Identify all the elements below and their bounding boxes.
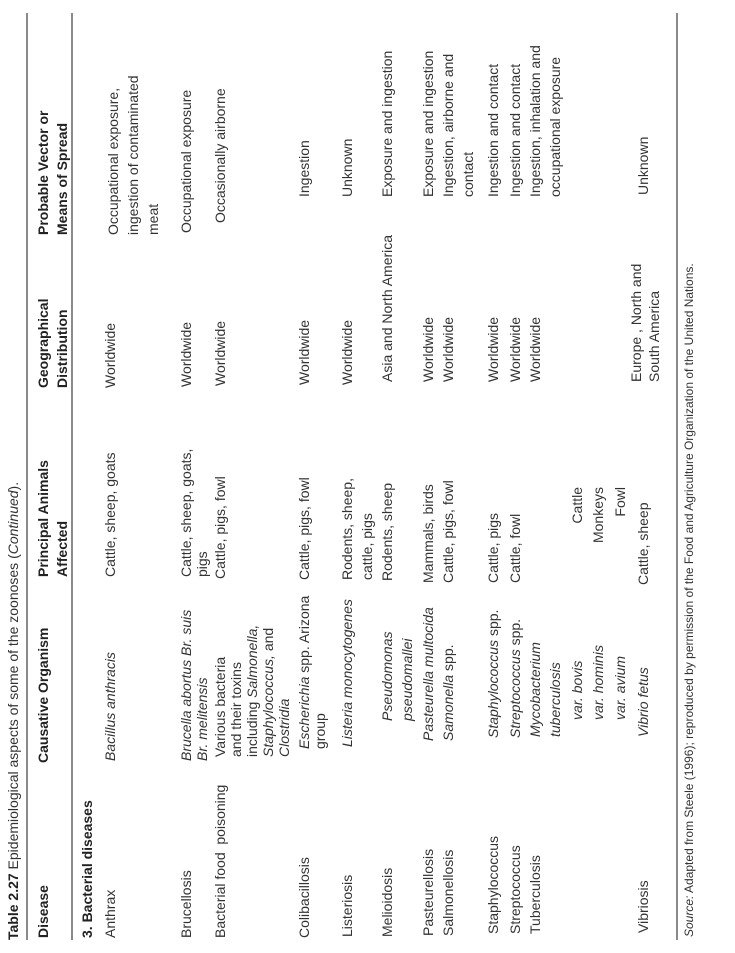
organism-cell: including Salmonella,: [244, 624, 260, 757]
disease-cell: Melioidosis: [379, 867, 395, 937]
organism-cell: Bacillus anthracis: [102, 652, 118, 761]
geography-cell: Europe , North and: [628, 263, 644, 382]
section-heading: 3. Bacterial diseases: [79, 800, 95, 938]
disease-cell: Vibriosis: [635, 880, 651, 933]
organism-cell: Listeria monocytogenes: [339, 599, 355, 747]
spread-cell: occupational exposure: [547, 56, 563, 197]
geography-cell: Worldwide: [485, 316, 501, 382]
spread-cell: Exposure and ingestion: [420, 50, 436, 197]
spread-cell: Unknown: [339, 138, 355, 197]
disease-cell: Pasteurellosis: [420, 848, 436, 936]
organism-cell: Pseudomonas: [379, 631, 395, 721]
spread-cell: Exposure and ingestion: [379, 50, 395, 197]
organism-cell: Br. melitensis: [194, 677, 210, 761]
header-organism: Causative Organism: [35, 627, 51, 763]
variety-organism: var. bovis: [569, 660, 585, 720]
organism-cell: Clostridia: [276, 698, 292, 757]
variety-organism: var. hominis: [590, 645, 606, 720]
geography-cell: Worldwide: [507, 316, 523, 382]
header-geography: Geographical: [35, 298, 51, 388]
disease-cell: Bacterial food poisoning: [212, 784, 228, 938]
organism-cell: Escherichia spp. Arizona: [296, 595, 312, 749]
header-spread-2: Means of Spread: [54, 122, 70, 235]
geography-cell: Worldwide: [296, 319, 312, 385]
organism-cell: Pasteurella multocida: [420, 607, 436, 741]
geography-cell: Worldwide: [212, 320, 228, 386]
animals-cell: Cattle, sheep: [635, 502, 651, 585]
animals-cell: Cattle, sheep, goats: [102, 452, 118, 577]
organism-cell: and their toxins: [228, 662, 244, 757]
organism-cell: Streptococcus spp.: [507, 618, 523, 738]
organism-cell: Mycobacterium: [527, 642, 543, 737]
variety-animals: Monkeys: [590, 487, 606, 544]
spread-cell: Occupational exposure,: [105, 87, 121, 235]
animals-cell: Cattle, pigs: [485, 512, 501, 583]
geography-cell: South America: [646, 290, 662, 382]
organism-cell: Staphylococcus spp.: [485, 609, 501, 738]
variety-animals: Fowl: [612, 487, 628, 517]
animals-cell: Cattle, pigs, fowl: [296, 477, 312, 580]
spread-cell: Ingestion and contact: [507, 63, 523, 197]
spread-cell: meat: [145, 203, 161, 235]
bottom-rule: [676, 13, 678, 940]
spread-cell: Ingestion, inhalation and: [527, 45, 543, 197]
disease-cell: Colibacillosis: [296, 857, 312, 938]
geography-cell: Worldwide: [527, 316, 543, 382]
header-animals: Principal Animals: [35, 460, 51, 577]
header-disease: Disease: [35, 885, 51, 938]
spread-cell: Occasionally airborne: [212, 88, 228, 223]
animals-cell: Cattle, fowl: [507, 513, 523, 583]
geography-cell: Worldwide: [420, 316, 436, 382]
organism-cell: pseudomallei: [399, 638, 415, 721]
top-rule: [26, 13, 28, 940]
animals-cell: pigs: [194, 551, 210, 577]
disease-cell: Tuberculosis: [527, 855, 543, 934]
geography-cell: Worldwide: [440, 316, 456, 382]
disease-cell: Staphylococcus: [485, 835, 501, 934]
source-note: Source: Adapted from Steele (1996); reproduced by permission of the Food and Agriculture Organization of the United Nations.: [682, 263, 696, 937]
organism-cell: Brucella abortus Br. suis: [178, 609, 194, 761]
variety-organism: var. avium: [612, 655, 628, 720]
organism-cell: Staphylococcus, and: [260, 627, 276, 757]
animals-cell: Rodents, sheep,: [339, 478, 355, 580]
spread-cell: Ingestion: [296, 140, 312, 197]
animals-cell: Cattle, sheep, goats,: [178, 448, 194, 577]
animals-cell: Rodents, sheep: [379, 482, 395, 581]
organism-cell: Samonella spp.: [440, 644, 456, 741]
animals-cell: Cattle, pigs, fowl: [212, 476, 228, 579]
animals-cell: Mammals, birds: [420, 484, 436, 583]
spread-cell: Unknown: [635, 136, 651, 195]
spread-cell: Occupational exposure: [178, 89, 194, 233]
spread-cell: contact: [460, 151, 476, 197]
disease-cell: Brucellosis: [178, 870, 194, 938]
animals-cell: Cattle, pigs, fowl: [440, 480, 456, 583]
variety-animals: Cattle: [569, 487, 585, 524]
organism-cell: tuberculosis: [547, 662, 563, 737]
spread-cell: ingestion of contaminated: [125, 75, 141, 235]
header-rule: [71, 13, 73, 940]
organism-cell: group: [312, 713, 328, 749]
organism-cell: Vibrio fetus: [635, 667, 651, 737]
disease-cell: Salmonellosis: [440, 849, 456, 936]
geography-cell: Worldwide: [339, 319, 355, 385]
spread-cell: Ingestion, airborne and: [440, 53, 456, 197]
header-geography-2: Distribution: [54, 309, 70, 388]
header-animals-2: Affected: [54, 520, 70, 577]
organism-cell: Various bacteria: [212, 656, 228, 757]
disease-cell: Anthrax: [102, 889, 118, 938]
disease-cell: Listeriosis: [339, 874, 355, 937]
spread-cell: Ingestion and contact: [485, 63, 501, 197]
geography-cell: Worldwide: [178, 321, 194, 387]
header-spread: Probable Vector or: [35, 110, 51, 235]
geography-cell: Worldwide: [102, 322, 118, 388]
disease-cell: Streptococcus: [507, 845, 523, 934]
animals-cell: cattle, pigs: [359, 513, 375, 580]
geography-cell: Asia and North America: [379, 234, 395, 382]
table-caption: Table 2.27 Epidemiological aspects of some of the zoonoses (Continued).: [5, 481, 21, 940]
